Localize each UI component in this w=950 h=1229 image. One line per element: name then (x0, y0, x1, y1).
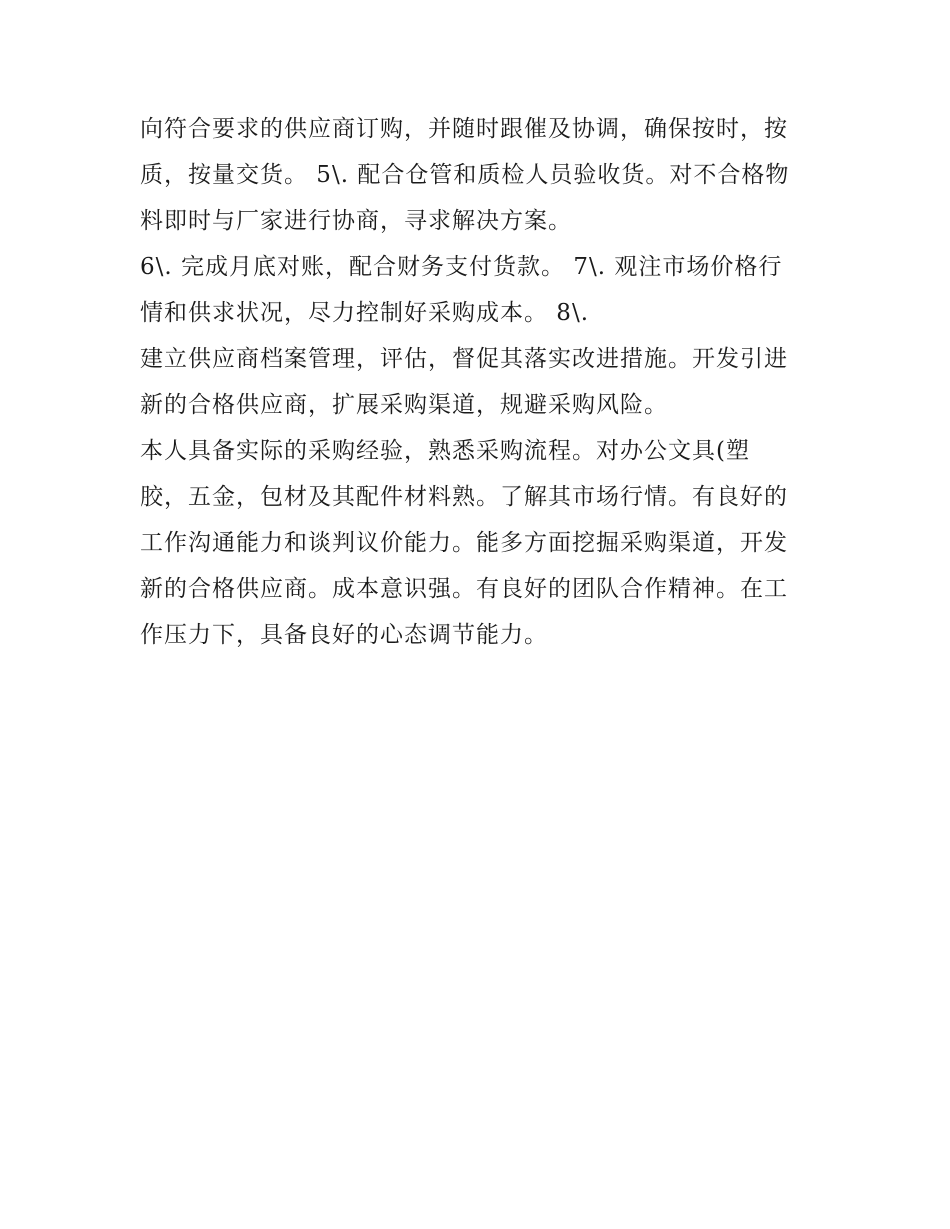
text-line: 新的合格供应商。成本意识强。有良好的团队合作精神。在工 (140, 576, 788, 602)
text-line: 6\. 完成月底对账，配合财务支付货款。 7\. 观注市场价格行 (140, 254, 783, 280)
text-line: 作压力下，具备良好的心态调节能力。 (140, 622, 548, 648)
text-line: 胶，五金，包材及其配件材料熟。了解其市场行情。有良好的 (140, 484, 788, 510)
text-line: 料即时与厂家进行协商，寻求解决方案。 (140, 208, 572, 234)
text-line: 本人具备实际的采购经验，熟悉采购流程。对办公文具(塑 (140, 438, 750, 464)
document-body (140, 106, 820, 658)
text-line: 新的合格供应商，扩展采购渠道，规避采购风险。 (140, 392, 668, 418)
text-line: 情和供求状况，尽力控制好采购成本。 8\. (140, 300, 590, 326)
text-line: 建立供应商档案管理，评估，督促其落实改进措施。开发引进 (140, 346, 788, 372)
text-line: 工作沟通能力和谈判议价能力。能多方面挖掘采购渠道，开发 (140, 530, 788, 556)
text-line: 质，按量交货。 5\. 配合仓管和质检人员验收货。对不合格物 (140, 162, 790, 188)
text-line: 向符合要求的供应商订购，并随时跟催及协调，确保按时，按 (140, 116, 788, 142)
